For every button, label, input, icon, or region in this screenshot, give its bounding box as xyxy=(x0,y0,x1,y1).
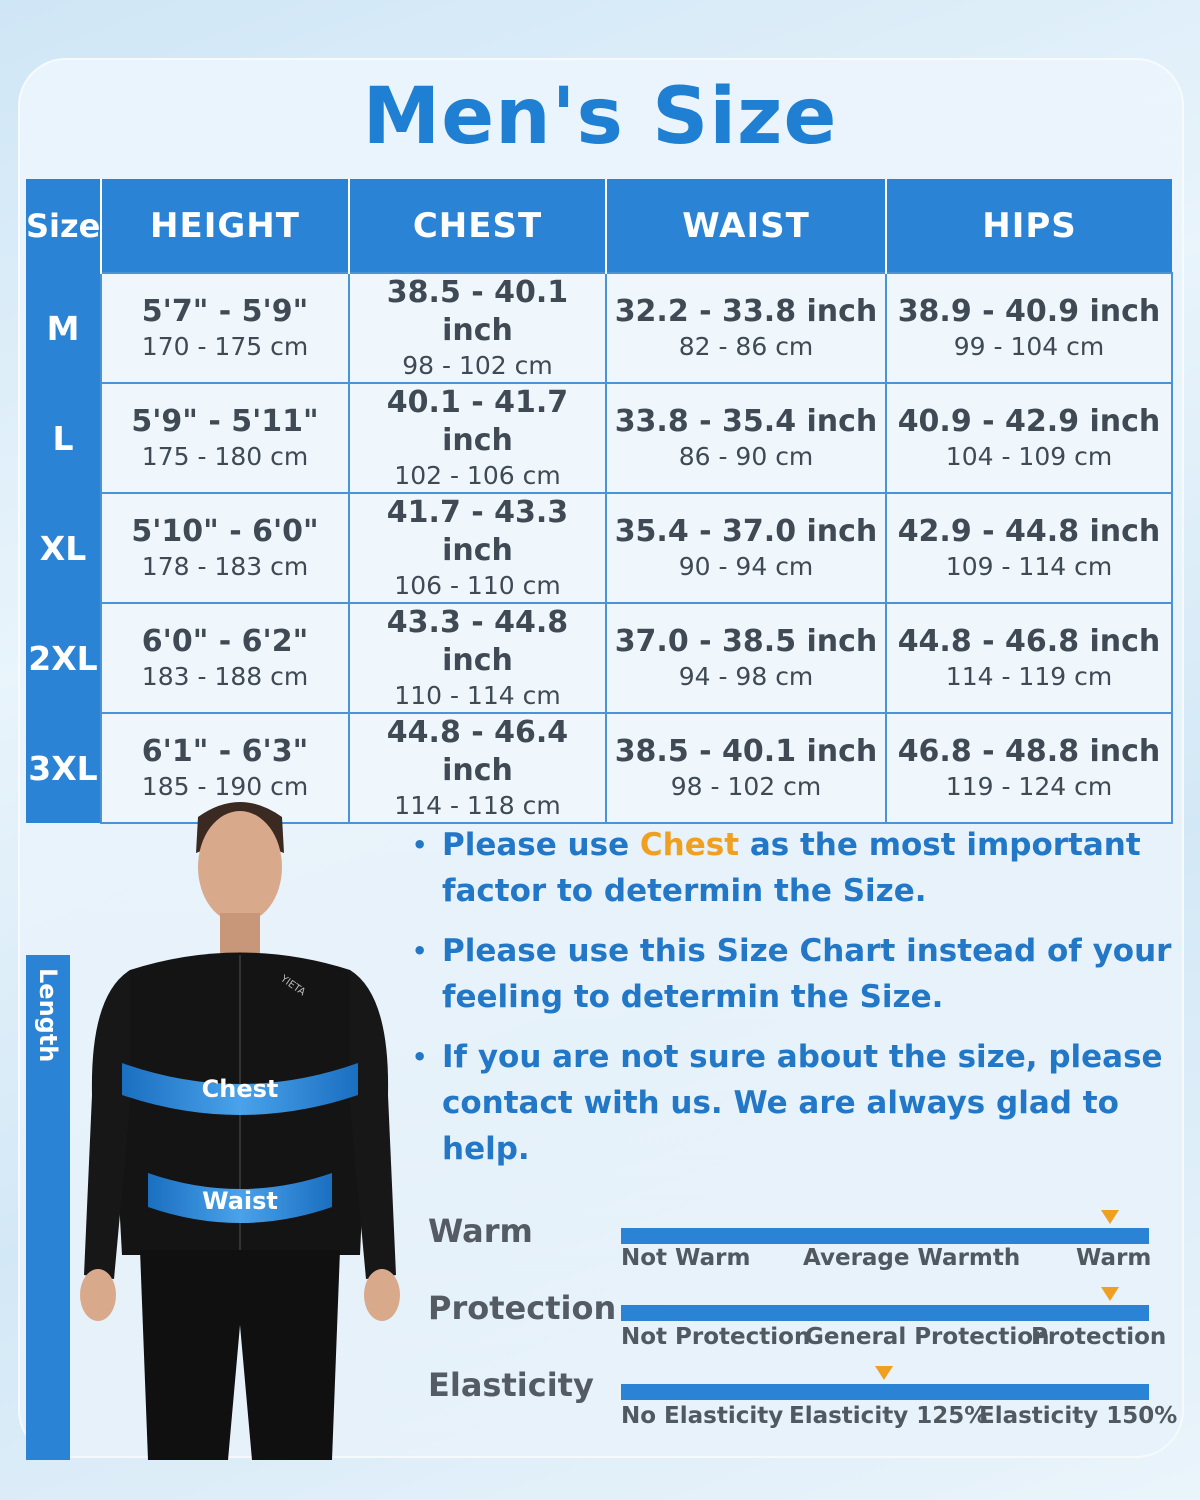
protection-level-marker xyxy=(1101,1287,1119,1301)
table-row xyxy=(26,493,1172,603)
hips-imperial: 46.8 - 48.8 inch xyxy=(897,734,1161,769)
chest-metric: 110 - 114 cm xyxy=(394,681,561,710)
note-item xyxy=(412,1034,1192,1172)
header-chest: CHEST xyxy=(349,179,606,273)
waist-cell xyxy=(606,273,886,383)
table-row xyxy=(26,383,1172,493)
elasticity-level-high: Elasticity 150% xyxy=(979,1403,1178,1429)
page-title: Men's Size xyxy=(362,72,838,162)
chest-metric: 106 - 110 cm xyxy=(394,571,561,600)
size-cell: L xyxy=(26,383,101,493)
chest-metric: 114 - 118 cm xyxy=(394,791,561,820)
table-row xyxy=(26,603,1172,713)
hips-imperial: 40.9 - 42.9 inch xyxy=(897,404,1161,439)
elasticity-level-marker xyxy=(875,1366,893,1380)
chest-metric: 102 - 106 cm xyxy=(394,461,561,490)
size-cell: 2XL xyxy=(26,603,101,713)
height-imperial: 6'1" - 6'3" xyxy=(141,734,309,769)
warm-level-low: Not Warm xyxy=(621,1245,751,1271)
model-head xyxy=(198,811,282,923)
model-figure xyxy=(70,795,410,1460)
length-label: Length xyxy=(34,968,62,1063)
bullet: • xyxy=(412,1043,428,1071)
note-text: If you are not sure about the size, please contact with us. We are always glad to help. xyxy=(442,1039,1163,1167)
size-cell: M xyxy=(26,273,101,383)
height-cell xyxy=(101,493,349,603)
size-table xyxy=(26,179,1173,824)
waist-label: Waist xyxy=(202,1187,278,1215)
header-size: Size xyxy=(26,179,101,273)
height-cell xyxy=(101,603,349,713)
header-height: HEIGHT xyxy=(101,179,349,273)
waist-metric: 82 - 86 cm xyxy=(678,332,814,361)
protection-scale-bar xyxy=(621,1305,1149,1321)
waist-metric: 94 - 98 cm xyxy=(678,662,814,691)
note-text: Please use xyxy=(442,827,640,863)
note-highlight: Chest xyxy=(639,827,740,863)
height-metric: 178 - 183 cm xyxy=(141,552,309,581)
height-imperial: 6'0" - 6'2" xyxy=(141,624,309,659)
chest-imperial: 40.1 - 41.7 inch xyxy=(386,385,569,458)
hips-cell xyxy=(886,493,1172,603)
hips-imperial: 38.9 - 40.9 inch xyxy=(897,294,1161,329)
brand-mark: YIETA xyxy=(278,973,308,999)
protection-level-mid: General Protection xyxy=(805,1324,1050,1350)
table-row xyxy=(26,273,1172,383)
header-hips: HIPS xyxy=(886,179,1172,273)
waist-metric: 98 - 102 cm xyxy=(670,772,822,801)
hips-cell xyxy=(886,603,1172,713)
chest-cell xyxy=(349,493,606,603)
elasticity-level-mid: Elasticity 125% xyxy=(789,1403,988,1429)
height-metric: 175 - 180 cm xyxy=(141,442,309,471)
note-item xyxy=(412,822,1192,914)
note-text: as the most important factor to determin the Size. xyxy=(442,827,1141,909)
scale-label-elasticity: Elasticity xyxy=(428,1366,594,1404)
hips-cell xyxy=(886,273,1172,383)
model-neck xyxy=(220,913,260,953)
warm-scale-bar xyxy=(621,1228,1149,1244)
chest-imperial: 41.7 - 43.3 inch xyxy=(386,495,569,568)
height-cell xyxy=(101,273,349,383)
waist-cell xyxy=(606,383,886,493)
waist-metric: 90 - 94 cm xyxy=(678,552,814,581)
protection-level-high: Protection xyxy=(1031,1324,1167,1350)
size-cell: XL xyxy=(26,493,101,603)
header-waist: WAIST xyxy=(606,179,886,273)
size-cell: 3XL xyxy=(26,713,101,823)
waist-cell xyxy=(606,493,886,603)
chest-cell xyxy=(349,383,606,493)
hips-imperial: 42.9 - 44.8 inch xyxy=(897,514,1161,549)
waist-imperial: 32.2 - 33.8 inch xyxy=(614,294,878,329)
model-left-hand xyxy=(80,1269,116,1321)
hips-metric: 119 - 124 cm xyxy=(945,772,1113,801)
chest-label: Chest xyxy=(201,1075,279,1103)
bullet: • xyxy=(412,831,428,859)
hips-metric: 99 - 104 cm xyxy=(953,332,1105,361)
bullet: • xyxy=(412,937,428,965)
protection-level-low: Not Protection xyxy=(621,1324,811,1350)
hips-cell xyxy=(886,713,1172,823)
chest-metric: 98 - 102 cm xyxy=(402,351,553,380)
chest-imperial: 38.5 - 40.1 inch xyxy=(386,275,569,348)
notes-list xyxy=(412,822,1192,1186)
chest-cell xyxy=(349,273,606,383)
scale-label-protection: Protection xyxy=(428,1289,617,1327)
hips-metric: 114 - 119 cm xyxy=(945,662,1113,691)
waist-cell xyxy=(606,603,886,713)
height-imperial: 5'9" - 5'11" xyxy=(131,404,319,439)
height-metric: 185 - 190 cm xyxy=(141,772,309,801)
note-text: Please use this Size Chart instead of your feeling to determin the Size. xyxy=(442,933,1172,1015)
waist-imperial: 38.5 - 40.1 inch xyxy=(614,734,878,769)
height-imperial: 5'10" - 6'0" xyxy=(131,514,319,549)
chest-imperial: 43.3 - 44.8 inch xyxy=(386,605,569,678)
scale-label-warm: Warm xyxy=(428,1212,533,1250)
waist-imperial: 37.0 - 38.5 inch xyxy=(614,624,878,659)
model-legs xyxy=(140,1250,340,1460)
warm-level-marker xyxy=(1101,1210,1119,1224)
warm-level-high: Warm xyxy=(1076,1245,1152,1271)
waist-cell xyxy=(606,713,886,823)
height-cell xyxy=(101,383,349,493)
table-header-row xyxy=(26,179,1172,273)
hips-cell xyxy=(886,383,1172,493)
waist-imperial: 35.4 - 37.0 inch xyxy=(614,514,878,549)
model-right-hand xyxy=(364,1269,400,1321)
height-metric: 183 - 188 cm xyxy=(141,662,309,691)
chest-imperial: 44.8 - 46.4 inch xyxy=(386,715,569,788)
waist-imperial: 33.8 - 35.4 inch xyxy=(614,404,878,439)
elasticity-scale-bar xyxy=(621,1384,1149,1400)
warm-level-mid: Average Warmth xyxy=(803,1245,1021,1271)
waist-metric: 86 - 90 cm xyxy=(678,442,814,471)
chest-cell xyxy=(349,603,606,713)
hips-metric: 104 - 109 cm xyxy=(945,442,1113,471)
elasticity-level-low: No Elasticity xyxy=(621,1403,784,1429)
hips-metric: 109 - 114 cm xyxy=(945,552,1113,581)
height-metric: 170 - 175 cm xyxy=(141,332,309,361)
height-imperial: 5'7" - 5'9" xyxy=(141,294,309,329)
note-item xyxy=(412,928,1192,1020)
hips-imperial: 44.8 - 46.8 inch xyxy=(897,624,1161,659)
